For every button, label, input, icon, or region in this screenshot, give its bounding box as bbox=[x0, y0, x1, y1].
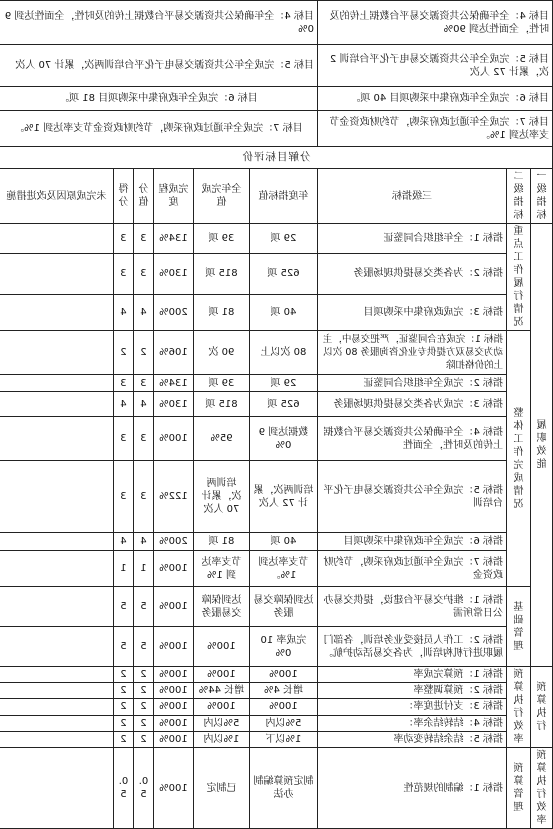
group-budget-mgmt: 预算管理 bbox=[507, 748, 531, 829]
score: 3 bbox=[113, 375, 133, 392]
reason bbox=[0, 731, 113, 747]
actual: 已制定 bbox=[193, 748, 249, 829]
indicator: 指标 3：完成政府集中采购项目 bbox=[317, 294, 506, 330]
actual: 节支率达到 1% bbox=[193, 551, 249, 587]
score: 5 bbox=[113, 627, 133, 667]
header-reason: 未完成原因及改进措施 bbox=[0, 169, 113, 224]
completion-rate: 106% bbox=[153, 331, 193, 375]
section-title: 分解目标评价 bbox=[0, 147, 553, 169]
target: 培训两次，累计 72 人次 bbox=[249, 461, 317, 533]
indicator: 指标 1：预算完成率 bbox=[317, 667, 506, 683]
group-performance: 履职效能 bbox=[531, 224, 553, 667]
indicator: 指标 6：完成全年政府集中采购项目 bbox=[317, 533, 506, 551]
reason bbox=[0, 461, 113, 533]
completion-rate: 100% bbox=[153, 683, 193, 699]
score: 2 bbox=[113, 715, 133, 731]
completion-rate: 100% bbox=[153, 551, 193, 587]
reason bbox=[0, 224, 113, 254]
completion-rate: 200% bbox=[153, 533, 193, 551]
target: 制定预算编制办法 bbox=[249, 748, 317, 829]
indicator: 指标 5：结余结转变动率 bbox=[317, 731, 506, 747]
group-budget-perf: 预算执行效率 bbox=[507, 667, 531, 748]
target: 40 项 bbox=[249, 294, 317, 330]
indicator: 指标 3：支付进度率： bbox=[317, 699, 506, 715]
actual: 1%以内 bbox=[193, 731, 249, 747]
indicator: 指标 4：全年确保公共资源交易平台数据上传的及时性，全面性 bbox=[317, 417, 506, 461]
completion-rate: 100% bbox=[153, 587, 193, 627]
reason bbox=[0, 533, 113, 551]
target: 节支率达到 1%。 bbox=[249, 551, 317, 587]
achievement-7: 目标 7：完成全年通过政府采购，节约财政资金节支率达到 1%。 bbox=[0, 111, 317, 147]
group-routine-work: 整体工作完成情况 bbox=[507, 331, 531, 587]
weight: 2 bbox=[133, 667, 153, 683]
score: 3 bbox=[113, 461, 133, 533]
completion-rate: 100% bbox=[153, 715, 193, 731]
target: 29 项 bbox=[249, 224, 317, 254]
reason bbox=[0, 331, 113, 375]
actual: 100% bbox=[193, 627, 249, 667]
goal-6: 目标 6：完成全年政府集中采购项目 40 项。 bbox=[317, 87, 552, 111]
completion-rate: 122% bbox=[153, 461, 193, 533]
completion-rate: 200% bbox=[153, 294, 193, 330]
achievement-5: 目标 5：完成全年公共资源交易电子化平台培训两次，累计 70 人次 bbox=[0, 45, 317, 87]
reason bbox=[0, 551, 113, 587]
weight: 1 bbox=[133, 551, 153, 587]
score: 3 bbox=[113, 253, 133, 294]
indicator: 指标 1：完成在合同鉴证，严把交易中，主动为交易双方提供专业化咨询服务 80 次以上的价格扣除 bbox=[317, 331, 506, 375]
target: 29 项 bbox=[249, 375, 317, 392]
target: 数据达到 90% bbox=[249, 417, 317, 461]
actual: 培训两次，累计 70 人次 bbox=[193, 461, 249, 533]
weight: 3 bbox=[133, 417, 153, 461]
completion-rate: 100% bbox=[153, 699, 193, 715]
reason bbox=[0, 748, 113, 829]
score: 3 bbox=[113, 224, 133, 254]
weight: 5 bbox=[133, 627, 153, 667]
score: 3 bbox=[113, 417, 133, 461]
target: 100% bbox=[249, 667, 317, 683]
weight: 2 bbox=[133, 683, 153, 699]
header-annual-target: 年度指标值 bbox=[249, 169, 317, 224]
score: 1 bbox=[113, 551, 133, 587]
actual: 39 项 bbox=[193, 224, 249, 254]
score: 2 bbox=[113, 731, 133, 747]
reason bbox=[0, 294, 113, 330]
completion-rate: 134% bbox=[153, 224, 193, 254]
target: 100% bbox=[249, 699, 317, 715]
weight: 4 bbox=[133, 392, 153, 417]
weight: 2 bbox=[133, 331, 153, 375]
weight: 3 bbox=[133, 253, 153, 294]
actual: 增长 44% bbox=[193, 683, 249, 699]
reason bbox=[0, 667, 113, 683]
group-basic-mgmt: 基础管理 bbox=[507, 587, 531, 667]
group-budget-perf-2: 预算执行效率 bbox=[531, 748, 553, 829]
indicator: 指标 2：工作人员接受业务培训，各部门履职进行机构培训，为各交易活动护航。 bbox=[317, 627, 506, 667]
header-weight: 分值 bbox=[133, 169, 153, 224]
reason bbox=[0, 715, 113, 731]
weight: 4 bbox=[133, 533, 153, 551]
reason bbox=[0, 587, 113, 627]
score: 5 bbox=[113, 587, 133, 627]
indicator: 指标 1：全年组织合同鉴证 bbox=[317, 224, 506, 254]
actual: 81 项 bbox=[193, 533, 249, 551]
completion-rate: 100% bbox=[153, 748, 193, 829]
completion-rate: 100% bbox=[153, 627, 193, 667]
target: 625 项 bbox=[249, 392, 317, 417]
weight: 5 bbox=[133, 587, 153, 627]
completion-rate: 130% bbox=[153, 392, 193, 417]
actual: 90 次 bbox=[193, 331, 249, 375]
indicator: 指标 2：完成全年组织合同鉴证 bbox=[317, 375, 506, 392]
header-level3: 三级指标 bbox=[317, 169, 506, 224]
achievement-6: 目标 6：完成全年政府集中采购项目 81 项。 bbox=[0, 87, 317, 111]
goal-5: 目标 5：完成全年公共资源交易电子化平台培训 2 次，累计 72 人次 bbox=[317, 45, 552, 87]
weight: 4 bbox=[133, 294, 153, 330]
score: 0.5 bbox=[113, 748, 133, 829]
indicator: 指标 2：为各类交易提供现场服务 bbox=[317, 253, 506, 294]
weight: 2 bbox=[133, 731, 153, 747]
weight: 3 bbox=[133, 375, 153, 392]
completion-rate: 100% bbox=[153, 417, 193, 461]
indicator: 指标 4：结转结余率： bbox=[317, 715, 506, 731]
header-level1: 一级指标 bbox=[531, 169, 553, 224]
indicator: 指标 7：完成全年通过政府采购，节约财政资金 bbox=[317, 551, 506, 587]
weight: 2 bbox=[133, 699, 153, 715]
completion-rate: 100% bbox=[153, 667, 193, 683]
weight: 2 bbox=[133, 715, 153, 731]
header-annual-actual: 全年完成值 bbox=[193, 169, 249, 224]
score: 2 bbox=[113, 699, 133, 715]
score: 2 bbox=[113, 667, 133, 683]
score: 2 bbox=[113, 331, 133, 375]
indicator: 指标 2：预算调整率 bbox=[317, 683, 506, 699]
target: 5%以内 bbox=[249, 715, 317, 731]
target: 1%以下 bbox=[249, 731, 317, 747]
completion-rate: 100% bbox=[153, 731, 193, 747]
completion-rate: 134% bbox=[153, 375, 193, 392]
actual: 5%以内 bbox=[193, 715, 249, 731]
reason bbox=[0, 253, 113, 294]
actual: 81 项 bbox=[193, 294, 249, 330]
weight: 3 bbox=[133, 224, 153, 254]
score: 2 bbox=[113, 683, 133, 699]
header-score: 得分 bbox=[113, 169, 133, 224]
header-completion: 完成程度 bbox=[153, 169, 193, 224]
group-key-work: 重点工作履行情况 bbox=[507, 224, 531, 331]
indicator: 指标 1：编制的规范性 bbox=[317, 748, 506, 829]
weight: 3 bbox=[133, 461, 153, 533]
target: 完成率 100% bbox=[249, 627, 317, 667]
header-level2: 二级指标 bbox=[507, 169, 531, 224]
target: 增长 4% bbox=[249, 683, 317, 699]
goal-4: 目标 4：全年确保公共资源交易平台数据上传的及时性，全面性达到 90% bbox=[317, 1, 552, 45]
score: 4 bbox=[113, 294, 133, 330]
actual: 达到保障交易服务 bbox=[193, 587, 249, 627]
indicator: 指标 1：维护交易平台建设，提供交易办公日常所需 bbox=[317, 587, 506, 627]
reason bbox=[0, 683, 113, 699]
target: 达到保障交易服务 bbox=[249, 587, 317, 627]
score: 4 bbox=[113, 392, 133, 417]
actual: 39 项 bbox=[193, 375, 249, 392]
reason bbox=[0, 392, 113, 417]
target: 40 项 bbox=[249, 533, 317, 551]
target: 625 项 bbox=[249, 253, 317, 294]
reason bbox=[0, 417, 113, 461]
actual: 95% bbox=[193, 417, 249, 461]
indicator: 指标 3：完成为各类交易提供现场服务 bbox=[317, 392, 506, 417]
indicator: 指标 5：完成全年公共资源交易电子化平台培训 bbox=[317, 461, 506, 533]
target: 80 次以上 bbox=[249, 331, 317, 375]
reason bbox=[0, 375, 113, 392]
achievement-4: 目标 4：全年确保公共资源交易平台数据上传的及时性，全面性达到 90% bbox=[0, 1, 317, 45]
weight: 0.5 bbox=[133, 748, 153, 829]
actual: 815 项 bbox=[193, 392, 249, 417]
group-budget-exec: 预算执行 bbox=[531, 667, 553, 748]
actual: 815 项 bbox=[193, 253, 249, 294]
actual: 100% bbox=[193, 667, 249, 683]
completion-rate: 130% bbox=[153, 253, 193, 294]
reason bbox=[0, 627, 113, 667]
actual: 100% bbox=[193, 699, 249, 715]
score: 4 bbox=[113, 533, 133, 551]
goal-7: 目标 7：完成全年通过政府采购，节约财政资金节支率达到 1%。 bbox=[317, 111, 552, 147]
reason bbox=[0, 699, 113, 715]
